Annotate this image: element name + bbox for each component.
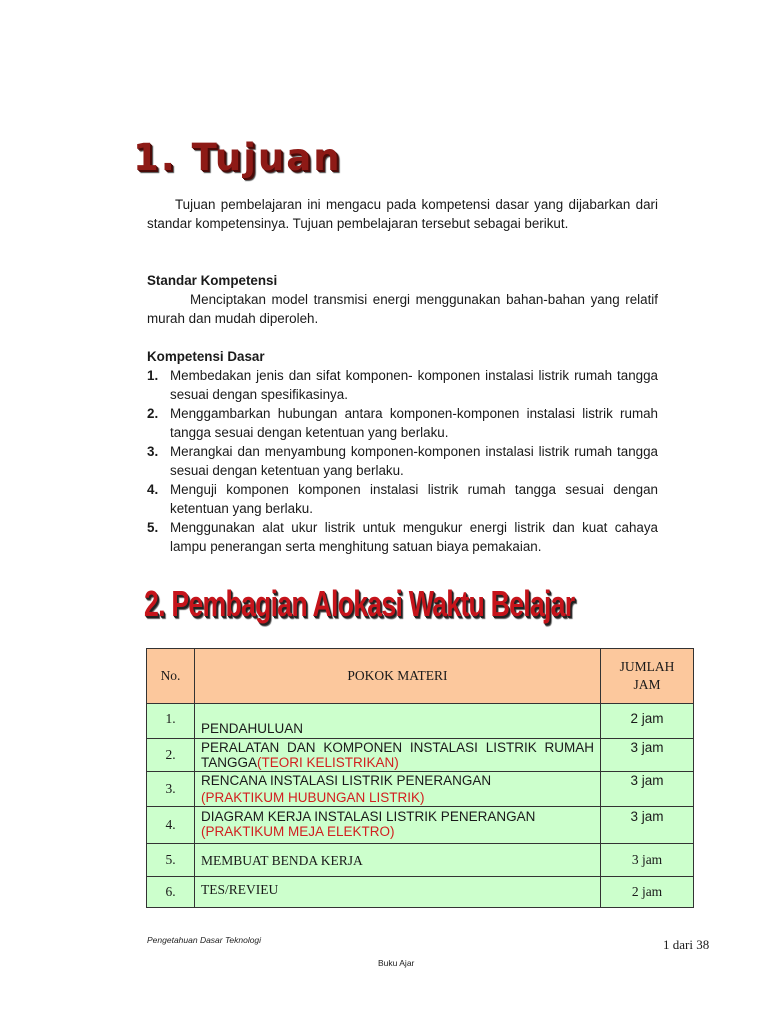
page-number: 1 dari 38 — [663, 937, 710, 952]
list-number: 5. — [147, 520, 159, 535]
list-item — [147, 442, 658, 480]
cell-jam: 3 jam — [601, 844, 694, 877]
list-number: 4. — [147, 482, 159, 497]
intro-paragraph: Tujuan pembelajaran ini mengacu pada kompetensi dasar yang dijabarkan dari standar kompetensinya. Tujuan pembelajaran tersebut sebagai berikut. — [147, 197, 658, 232]
alokasi-waktu-table — [146, 648, 694, 908]
table-row — [147, 807, 694, 844]
section-title-alokasi: 2. Pembagian Alokasi Waktu Belajar — [144, 583, 575, 624]
cell-materi — [195, 704, 601, 739]
kompetensi-dasar-heading: Kompetensi Dasar — [147, 349, 265, 364]
materi-subtext: (PRAKTIKUM HUBUNGAN LISTRIK) — [201, 790, 425, 805]
materi-subtext: (TEORI KELISTRIKAN) — [257, 755, 399, 770]
cell-materi — [195, 739, 601, 772]
cell-jam: 2 jam — [601, 704, 694, 739]
list-text: Menguji komponen komponen instalasi listrik rumah tangga sesuai dengan ketentuan yang berlaku. — [170, 482, 658, 516]
list-text: Membedakan jenis dan sifat komponen- komponen instalasi listrik rumah tangga sesuai dengan spesifikasinya. — [170, 368, 658, 402]
table-row — [147, 704, 694, 739]
standar-kompetensi-heading: Standar Kompetensi — [147, 273, 278, 288]
materi-text: TES/REVIEU — [201, 882, 279, 897]
table-header-row — [147, 649, 694, 704]
header-pokok-materi: POKOK MATERI — [195, 649, 601, 704]
cell-no: 3. — [147, 772, 195, 807]
cell-no: 1. — [147, 704, 195, 739]
materi-subtext: (PRAKTIKUM MEJA ELEKTRO) — [201, 824, 395, 839]
cell-jam: 2 jam — [601, 877, 694, 908]
footer-book-title: Pengetahuan Dasar Teknologi — [147, 935, 262, 945]
materi-text: PENDAHULUAN — [201, 721, 304, 736]
table-row — [147, 877, 694, 908]
section-title-tujuan: 1. Tujuan — [133, 136, 342, 179]
materi-text: RENCANA INSTALASI LISTRIK PENERANGAN — [201, 773, 492, 788]
cell-no: 5. — [147, 844, 195, 877]
cell-no: 4. — [147, 807, 195, 844]
list-item — [147, 518, 658, 556]
standar-kompetensi-text: Menciptakan model transmisi energi menggunakan bahan-bahan yang relatif murah dan mudah diperoleh. — [147, 292, 658, 327]
list-item — [147, 404, 658, 442]
list-number: 2. — [147, 406, 159, 421]
kompetensi-dasar-list — [147, 366, 658, 556]
cell-no: 2. — [147, 739, 195, 772]
list-item — [147, 480, 658, 518]
list-item — [147, 366, 658, 404]
table-row — [147, 844, 694, 877]
header-jumlah-jam: JUMLAH JAM — [601, 649, 694, 704]
cell-materi — [195, 844, 601, 877]
cell-materi — [195, 807, 601, 844]
list-text: Menggambarkan hubungan antara komponen-komponen instalasi listrik rumah tangga sesuai dengan ketentuan yang berlaku. — [170, 406, 658, 440]
table-row — [147, 739, 694, 772]
footer-center-label: Buku Ajar — [378, 958, 415, 968]
cell-materi — [195, 772, 601, 807]
list-text: Menggunakan alat ukur listrik untuk mengukur energi listrik dan kuat cahaya lampu penerangan serta menghitung satuan biaya pemakaian. — [170, 520, 658, 554]
list-number: 3. — [147, 444, 159, 459]
cell-jam: 3 jam — [601, 739, 694, 772]
cell-jam: 3 jam — [601, 807, 694, 844]
materi-text: MEMBUAT BENDA KERJA — [201, 852, 363, 868]
list-number: 1. — [147, 368, 159, 383]
table-row — [147, 772, 694, 807]
list-text: Merangkai dan menyambung komponen-komponen instalasi listrik rumah tangga sesuai dengan ketentuan yang berlaku. — [170, 444, 658, 478]
header-no: No. — [147, 649, 195, 704]
cell-materi — [195, 877, 601, 908]
materi-text: DIAGRAM KERJA INSTALASI LISTRIK PENERANGAN — [201, 809, 536, 824]
cell-no: 6. — [147, 877, 195, 908]
cell-jam: 3 jam — [601, 772, 694, 807]
materi-text: PERALATAN DAN KOMPONEN INSTALASI LISTRIK RUMAH TANGGA — [201, 740, 594, 770]
